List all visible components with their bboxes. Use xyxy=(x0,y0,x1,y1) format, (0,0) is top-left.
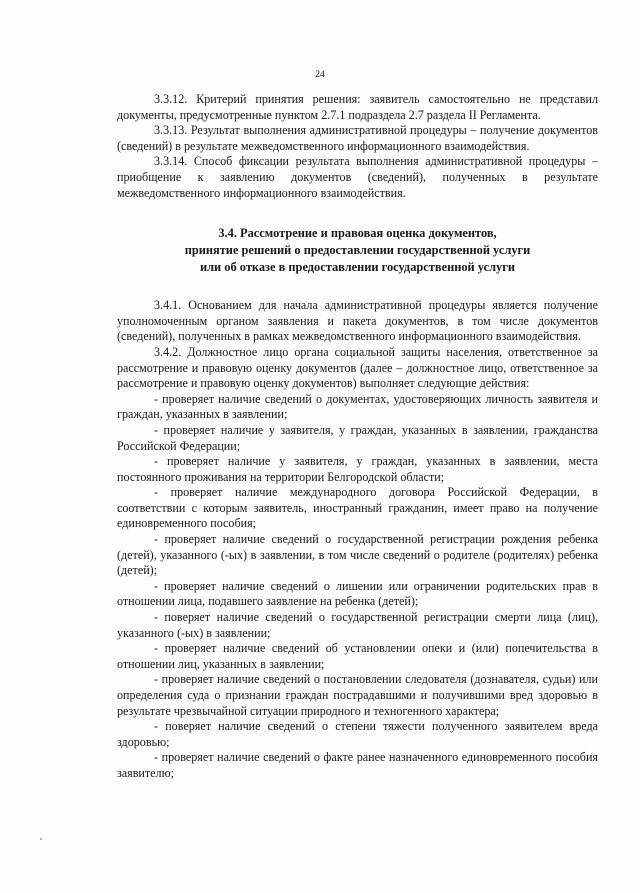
section-heading-3-4 xyxy=(117,225,598,276)
paragraph-3-4-1: 3.4.1. Основанием для начала административной процедуры является получение уполномоченным органом заявления и пакета документов, в том числе документов (сведений), полученных в рамках межведомственного информационного взаимодействия. xyxy=(117,298,598,344)
list-item-international-treaty: - проверяет наличие международного договора Российской Федерации, в соответствии с которым заявитель, иностранный гражданин, имеет право на получение единовременного пособия; xyxy=(117,485,598,531)
document-body xyxy=(117,92,598,782)
paragraph-3-3-13: 3.3.13. Результат выполнения административной процедуры – получение документов (сведений) в результате межведомственного информационного взаимодействия. xyxy=(117,123,598,153)
list-item-guardianship: - проверяет наличие сведений об установлении опеки и (или) попечительства в отношении лиц, указанных в заявлении; xyxy=(117,641,598,671)
page-number: 24 xyxy=(315,70,325,80)
list-item-emergency-victims: - проверяет наличие сведений о постановлении следователя (дознавателя, судьи) или определения суда о признании граждан пострадавшими и получившими вред здоровью в результате чрезвычайной ситуации природного и техногенного характера; xyxy=(117,672,598,718)
heading-line-3: или об отказе в предоставлении государственной услуги xyxy=(199,260,516,275)
list-item-birth-registration: - проверяет наличие сведений о государственной регистрации рождения ребенка (детей), указанного (-ых) в заявлении, в том числе сведений о родителе (родителях) ребенка (детей); xyxy=(117,532,598,578)
scan-speck xyxy=(40,838,42,840)
paragraph-3-3-14: 3.3.14. Способ фиксации результата выполнения административной процедуры – приобщение к заявлению документов (сведений), полученных в результате межведомственного информационного взаимодействия. xyxy=(117,154,598,200)
list-item-parental-rights: - проверяет наличие сведений о лишении или ограничении родительских прав в отношении лица, подавшего заявление на ребенка (детей); xyxy=(117,578,598,609)
heading-line-1: 3.4. Рассмотрение и правовая оценка документов, xyxy=(218,226,497,241)
list-item-death-registration: - поверяет наличие сведений о государственной регистрации смерти лица (лиц), указанного (-ых) в заявлении; xyxy=(117,610,598,640)
list-item-injury-severity: - поверяет наличие сведений о степени тяжести полученного заявителем вреда здоровью; xyxy=(117,719,598,749)
list-item-previous-allowance: - проверяет наличие сведений о факте ранее назначенного единовременного пособия заявителю; xyxy=(117,750,598,780)
paragraph-3-4-2: 3.4.2. Должностное лицо органа социальной защиты населения, ответственное за рассмотрение и правовую оценку документов (далее – должностное лицо, ответственное за рассмотрение и правовую оценку документов) выполняет следующие действия: xyxy=(117,344,598,391)
paragraph-3-3-12: 3.3.12. Критерий принятия решения: заявитель самостоятельно не представил документы, предусмотренные пунктом 2.7.1 подраздела 2.7 раздела II Регламента. xyxy=(117,92,598,122)
list-item-identity-documents: - проверяет наличие сведений о документах, удостоверяющих личность заявителя и граждан, указанных в заявлении; xyxy=(117,391,598,422)
list-item-residence: - проверяет наличие у заявителя, у граждан, указанных в заявлении, места постоянного проживания на территории Белгородской области; xyxy=(117,454,598,484)
list-item-citizenship: - проверяет наличие у заявителя, у граждан, указанных в заявлении, гражданства Российской Федерации; xyxy=(117,422,598,453)
heading-line-2: принятие решений о предоставлении государственной услуги xyxy=(184,243,531,258)
